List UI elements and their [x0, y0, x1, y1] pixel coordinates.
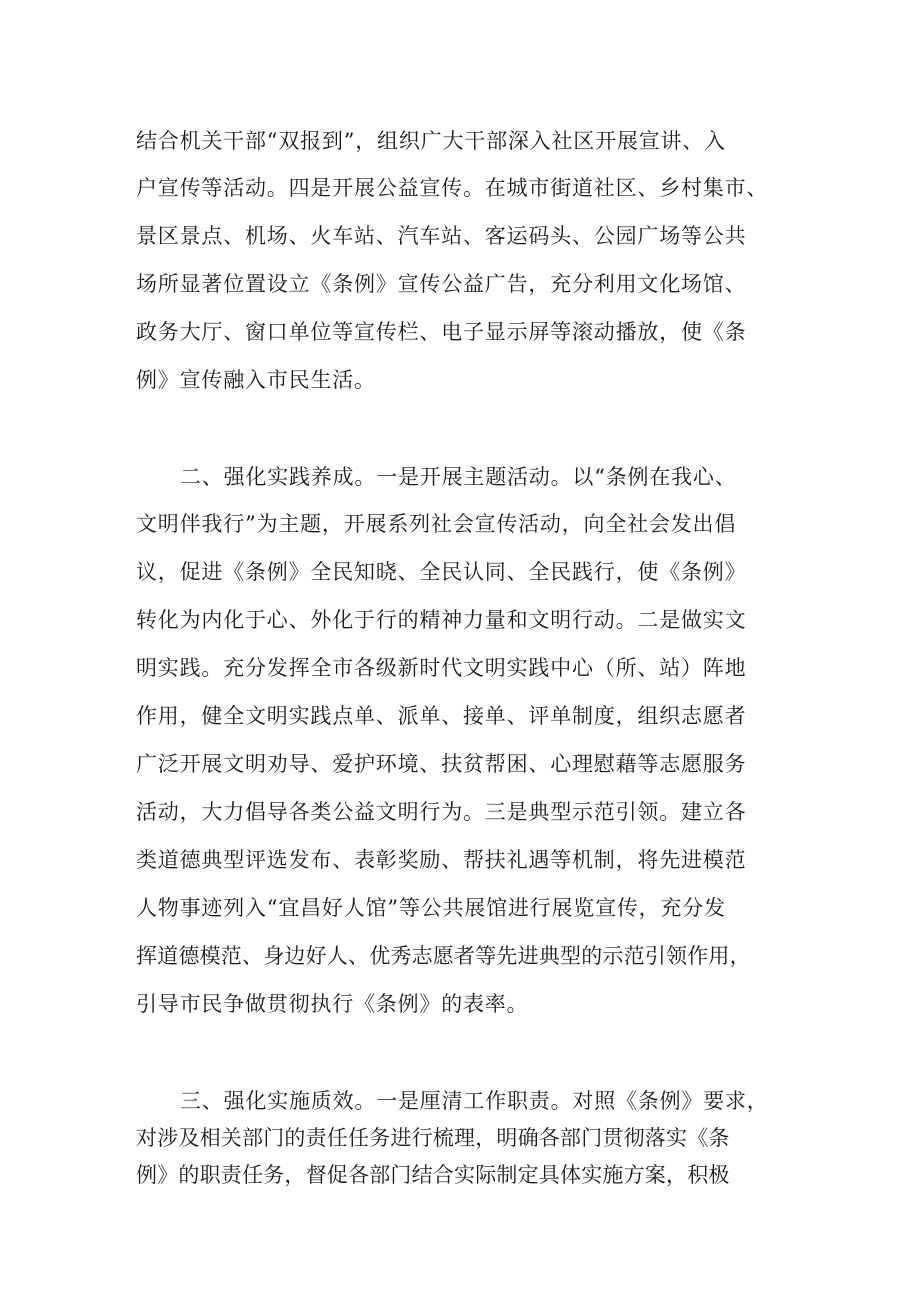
- paragraph-1-line-3: 景区景点、机场、火车站、汽车站、客运码头、公园广场等公共: [136, 224, 747, 248]
- paragraph-1-line-4: 场所显著位置设立《条例》宣传公益广告，充分利用文化场馆、: [136, 272, 747, 296]
- paragraph-2-line-7: 广泛开展文明劝导、爱护环境、扶贫帮困、心理慰藉等志愿服务: [136, 752, 747, 776]
- paragraph-3-line-2: 对涉及相关部门的责任任务进行梳理，明确各部门贯彻落实《条: [136, 1126, 730, 1150]
- paragraph-3-line-1: 三、强化实施质效。一是厘清工作职责。对照《条例》要求，: [180, 1089, 769, 1113]
- paragraph-2-line-8: 活动，大力倡导各类公益文明行为。三是典型示范引领。建立各: [136, 800, 747, 824]
- paragraph-2-line-3: 议，促进《条例》全民知晓、全民认同、全民践行，使《条例》: [136, 560, 747, 584]
- paragraph-2-line-2: 文明伴我行”为主题，开展系列社会宣传活动，向全社会发出倡: [136, 512, 737, 536]
- paragraph-2-line-10: 人物事迹列入“宜昌好人馆”等公共展馆进行展览宣传，充分发: [136, 896, 726, 920]
- paragraph-1-line-6: 例》宣传融入市民生活。: [136, 368, 376, 392]
- paragraph-2-line-5: 明实践。充分发挥全市各级新时代文明实践中心（所、站）阵地: [136, 656, 747, 680]
- paragraph-2-line-9: 类道德典型评选发布、表彰奖励、帮扶礼遇等机制，将先进模范: [136, 848, 747, 872]
- paragraph-2-line-6: 作用，健全文明实践点单、派单、接单、评单制度，组织志愿者: [136, 704, 747, 728]
- paragraph-1-line-1: 结合机关干部“双报到”，组织广大干部深入社区开展宣讲、入: [136, 129, 726, 153]
- paragraph-3-line-3: 例》的职责任务，督促各部门结合实际制定具体实施方案，积极: [136, 1163, 730, 1187]
- paragraph-2-line-12: 引导市民争做贯彻执行《条例》的表率。: [136, 992, 529, 1016]
- paragraph-1-line-2: 户宣传等活动。四是开展公益宣传。在城市街道社区、乡村集市、: [136, 176, 769, 200]
- paragraph-2-line-4: 转化为内化于心、外化于行的精神力量和文明行动。二是做实文: [136, 608, 747, 632]
- paragraph-2-line-1: 二、强化实践养成。一是开展主题活动。以“条例在我心、: [180, 465, 737, 489]
- paragraph-1-line-5: 政务大厅、窗口单位等宣传栏、电子显示屏等滚动播放，使《条: [136, 320, 747, 344]
- paragraph-2-line-11: 挥道德模范、身边好人、优秀志愿者等先进典型的示范引领作用，: [136, 944, 751, 968]
